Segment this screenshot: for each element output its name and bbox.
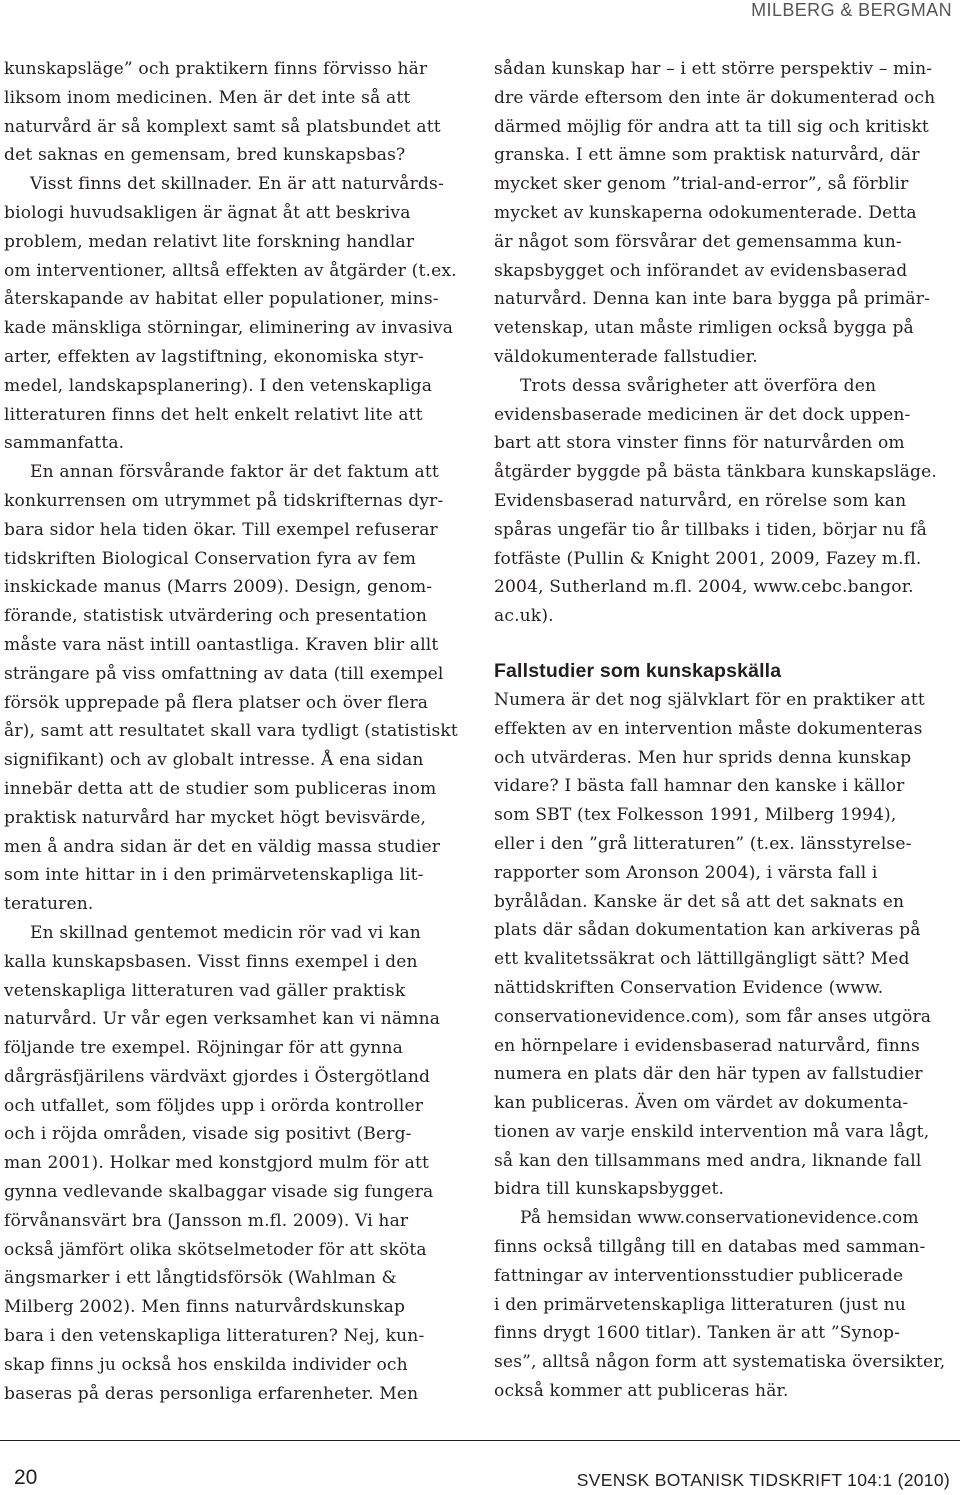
text-line: conservationevidence.com), som får anses utgöra <box>494 1006 932 1027</box>
text-line: nättidskriften Conservation Evidence (www. <box>494 977 884 998</box>
text-line: försök upprepade på flera platser och över flera <box>4 692 429 713</box>
text-line: konkurrensen om utrymmet på tidskrifternas dyr- <box>4 490 444 511</box>
text-line: På hemsidan www.conservationevidence.com <box>520 1208 919 1229</box>
text-line: evidensbaserade medicinen är det dock uppen- <box>494 404 911 425</box>
text-line: biologi huvudsakligen är ägnat åt att beskriva <box>4 202 411 223</box>
text-line: ac.uk). <box>494 606 554 627</box>
text-line: liksom inom medicinen. Men är det inte så att <box>4 87 411 108</box>
text-line: skap finns ju också hos enskilda individer och <box>4 1354 408 1375</box>
text-line: fattningar av interventionsstudier publicerade <box>494 1265 904 1286</box>
text-line: signifikant) och av globalt intresse. Å ena sidan <box>4 750 424 771</box>
paragraph <box>4 170 457 458</box>
text-line: ett kvalitetssäkrat och lättillgängligt sätt? Med <box>494 949 910 970</box>
text-line: bara i den vetenskapliga litteraturen? Nej, kun- <box>4 1326 425 1347</box>
text-line: dårgräsfjärilens värdväxt gjordes i Östergötland <box>4 1066 431 1087</box>
text-line: sådan kunskap har – i ett större perspektiv – min- <box>494 59 933 79</box>
text-line: vidare? I bästa fall hamnar den kanske i källor <box>494 776 905 797</box>
text-line: effekten av en intervention måste dokumenteras <box>494 718 923 739</box>
text-line: som SBT (tex Folkesson 1991, Milberg 1994), <box>494 805 897 826</box>
text-line: bara sidor hela tiden ökar. Till exempel refuserar <box>4 519 438 540</box>
text-line: mycket sker genom ”trial-and-error”, så förblir <box>494 174 909 195</box>
text-line: naturvård. Denna kan inte bara bygga på primär- <box>494 289 931 310</box>
text-line: en hörnpelare i evidensbaserad naturvård, finns <box>494 1035 920 1056</box>
journal-title: SVENSK BOTANISK TIDSKRIFT 104:1 (2010) <box>576 1470 950 1490</box>
text-line: kan publiceras. Även om värdet av dokumenta- <box>494 1093 909 1114</box>
text-line: man 2001). Holkar med konstgjord mulm för att <box>4 1153 430 1174</box>
paragraph <box>4 919 452 1409</box>
text-line: problem, medan relativt lite forskning handlar <box>4 231 415 252</box>
text-line: om interventioner, alltså effekten av åtgärder (t.ex. <box>4 260 457 281</box>
text-line: teraturen. <box>4 894 94 915</box>
paragraph <box>494 55 940 372</box>
text-line: tidskriften Biological Conservation fyra av fem <box>4 548 417 569</box>
left-column <box>4 55 458 1408</box>
text-line: 2004, Sutherland m.fl. 2004, www.cebc.bangor. <box>494 577 914 598</box>
text-line: skapsbygget och införandet av evidensbaserad <box>494 260 908 281</box>
text-line: strängare på viss omfattning av data (till exempel <box>4 663 444 684</box>
text-line: också kommer att publiceras här. <box>494 1381 789 1402</box>
text-line: naturvård är så komplext samt så platsbundet att <box>4 116 441 137</box>
paragraph <box>494 1204 946 1406</box>
text-line: måste vara näst intill oantastliga. Kraven blir allt <box>4 634 439 655</box>
text-line: väldokumenterade fallstudier. <box>494 346 758 367</box>
text-line: i den primärvetenskapliga litteraturen (just nu <box>494 1294 906 1315</box>
text-line: fotfäste (Pullin & Knight 2001, 2009, Fazey m.fl. <box>494 548 922 569</box>
text-line: också jämfört olika skötselmetoder för att sköta <box>4 1239 427 1260</box>
text-line: byrålådan. Kanske är det så att det saknats en <box>494 891 905 912</box>
text-line: år), samt att resultatet skall vara tydligt (statistiskt <box>4 721 458 742</box>
text-line: förande, statistisk utvärdering och presentation <box>4 606 428 627</box>
text-line: Milberg 2002). Men finns naturvårdskunskap <box>4 1297 406 1318</box>
text-line: eller i den ”grå litteraturen” (t.ex. länsstyrelse- <box>494 833 912 854</box>
text-line: bart att stora vinster finns för naturvården om <box>494 433 905 454</box>
text-line: vetenskap, utan måste rimligen också bygga på <box>494 318 914 339</box>
text-line: litteraturen finns det helt enkelt relativt lite att <box>4 404 423 425</box>
text-line: tionen av varje enskild intervention må vara lågt, <box>494 1121 930 1142</box>
text-line: inskickade manus (Marrs 2009). Design, genom- <box>4 577 433 598</box>
text-line: spåras ungefär tio år tillbaks i tiden, börjar nu få <box>494 519 927 540</box>
paragraph <box>494 686 940 1204</box>
text-line: mycket av kunskaperna odokumenterade. Detta <box>494 202 917 223</box>
right-paragraphs-top <box>494 55 940 631</box>
text-line: vetenskapliga litteraturen vad gäller praktisk <box>4 980 406 1001</box>
text-line: finns också tillgång till en databas med samman- <box>494 1237 926 1258</box>
text-line: Visst finns det skillnader. En är att naturvårds- <box>30 174 444 195</box>
text-line: granska. I ett ämne som praktisk naturvård, där <box>494 145 920 166</box>
text-line: baseras på deras personliga erfarenheter. Men <box>4 1383 419 1404</box>
text-line: bidra till kunskapsbygget. <box>494 1179 725 1200</box>
text-line: återskapande av habitat eller populationer, mins- <box>4 289 439 310</box>
right-column <box>494 55 946 1406</box>
text-line: ängsmarker i ett långtidsförsök (Wahlman & <box>4 1268 397 1289</box>
text-line: Trots dessa svårigheter att överföra den <box>520 375 877 396</box>
footer-rule <box>0 1440 960 1441</box>
text-line: därmed möjlig för andra att ta till sig och kritiskt <box>494 116 929 137</box>
text-line: naturvård. Ur vår egen verksamhet kan vi nämna <box>4 1009 441 1030</box>
text-line: medel, landskapsplanering). I den vetenskapliga <box>4 375 433 396</box>
paragraph <box>4 55 452 170</box>
text-line: En skillnad gentemot medicin rör vad vi kan <box>30 922 421 943</box>
page-number: 20 <box>14 1466 38 1489</box>
text-line: är något som försvårar det gemensamma kun- <box>494 231 902 252</box>
text-line: kade mänskliga störningar, eliminering av invasiva <box>4 318 454 339</box>
text-line: Numera är det nog självklart för en praktiker att <box>494 689 925 710</box>
text-line: sammanfatta. <box>4 433 125 454</box>
text-line: Evidensbaserad naturvård, en rörelse som kan <box>494 490 907 511</box>
paragraph <box>494 372 940 631</box>
text-line: förvånansvärt bra (Jansson m.fl. 2009). Vi har <box>4 1210 409 1231</box>
text-line: innebär detta att de studier som publiceras inom <box>4 778 437 799</box>
text-line: plats där sådan dokumentation kan arkiveras på <box>494 920 921 941</box>
text-line: som inte hittar in i den primärvetenskapliga lit- <box>4 865 424 886</box>
text-line: numera en plats där den här typen av fallstudier <box>494 1064 923 1085</box>
running-head: MILBERG & BERGMAN <box>751 0 952 20</box>
text-line: dre värde eftersom den inte är dokumenterad och <box>494 87 936 108</box>
text-line: finns drygt 1600 titlar). Tanken är att ”Synop- <box>494 1323 901 1344</box>
text-line: ses”, alltså någon form att systematiska översikter, <box>494 1352 946 1373</box>
text-line: gynna vedlevande skalbaggar visade sig fungera <box>4 1182 434 1203</box>
right-paragraphs-bottom <box>494 686 946 1406</box>
text-line: det saknas en gemensam, bred kunskapsbas? <box>4 145 406 166</box>
text-line: men å andra sidan är det en väldig massa studier <box>4 836 441 857</box>
text-line: åtgärder byggde på bästa tänkbara kunskapsläge. <box>494 462 937 483</box>
paragraph <box>4 458 458 919</box>
text-line: En annan försvårande faktor är det faktum att <box>30 462 439 483</box>
text-line: och utvärderas. Men hur sprids denna kunskap <box>494 747 912 768</box>
section-heading: Fallstudier som kunskapskälla <box>494 659 782 682</box>
text-line: och i röjda områden, visade sig positivt (Berg- <box>4 1124 412 1145</box>
text-line: arter, effekten av lagstiftning, ekonomiska styr- <box>4 346 424 367</box>
text-line: så kan den tillsammans med andra, liknande fall <box>494 1150 922 1171</box>
left-paragraphs <box>4 55 458 1408</box>
text-line: kalla kunskapsbasen. Visst finns exempel i den <box>4 951 418 972</box>
text-line: praktisk naturvård har mycket högt bevisvärde, <box>4 807 427 828</box>
text-line: följande tre exempel. Röjningar för att gynna <box>4 1038 403 1059</box>
text-line: och utfallet, som följdes upp i orörda kontroller <box>4 1095 424 1116</box>
text-line: kunskapsläge” och praktikern finns förvisso här <box>4 59 428 79</box>
text-line: rapporter som Aronson 2004), i värsta fall i <box>494 862 878 883</box>
